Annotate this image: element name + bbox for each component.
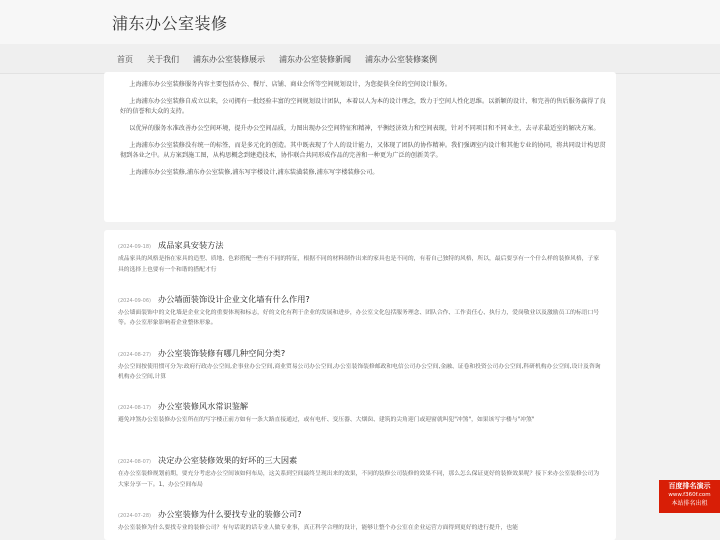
nav-item-cases[interactable]: 浦东办公室装修案例 (365, 54, 437, 64)
badge-line-1: 百度排名演示 (668, 482, 711, 490)
article-date: (2024-08-07) (118, 459, 151, 466)
nav-item-showcase[interactable]: 浦东办公室装修展示 (193, 54, 265, 64)
nav-item-home[interactable]: 首页 (117, 54, 133, 64)
article-list (104, 230, 616, 540)
intro-paragraph: 上海浦东办公室装修自成立以来，公司拥有一批经验丰富的空间规划设计团队，本着以人为本的设计理念，致力于空间人性化思维。以新颖的设计、和完善的售后服务赢得了良好的信誉和大众的支持。 (120, 98, 606, 115)
site-title[interactable]: 浦东办公室装修 (112, 14, 228, 33)
article-summary: 办公室装修为什么要找专业的装修公司？有句话说的话专业人做专业事，真正科学合理的设计，能够让整个办公室在企业运营方面得到更好的进行提升，也能 (118, 524, 518, 531)
article-summary: 办公墙面装饰中的文化墙是企业文化的重要体现和标志，好的文化有利于企业的发展和进步，办公室文化包括服务理念、团队合作、工作责任心、执行力，爱岗敬业以及激励员工的标语口号等。办公室形象影响着企业整体形象。 (118, 309, 600, 327)
article-date: (2024-09-18) (118, 244, 151, 250)
intro-paragraph: 以优异的服务水准改善办公空间环境，提升办公空间品质，力图出现办公空间特征和精神，平衡经济效力和空间表现，针对不同项目和不同业主，去寻求最适室的解决方案。 (129, 125, 600, 132)
article-date: (2024-07-28) (118, 512, 151, 519)
article-summary: 在办公室装修规划前期，要充分考虑办公空间该如何布局，这关系到空间最终呈现出来的效果，不同的装修公司装修的效果不同，那么怎么保证更好的装修效果呢？接下来办公室装修公司为大家分享一下。1、办公空间布局 (118, 471, 600, 488)
article-item (118, 451, 608, 505)
site-header (0, 0, 720, 44)
badge-line-3: 本站排名出租 (671, 500, 708, 507)
article-item (118, 236, 608, 290)
rank-ad-badge[interactable] (659, 480, 720, 513)
article-title-link[interactable]: 办公室装修为什么要找专业的装修公司? (158, 508, 302, 519)
main-nav (0, 44, 720, 74)
article-title-link[interactable]: 办公室装饰装修有哪几种空间分类? (158, 347, 286, 358)
article-summary: 避免冲煞办公室装修办公室所在的写字楼正前方如有一条大路直接通过，或有电杆、变压器、大烟囱、建筑的尖角迎门或迎窗就叫犯"冲煞"，如果该写字楼与"冲煞" (118, 417, 535, 424)
article-summary: 成品家具的风格是指在家具的造型、质地、色彩搭配一些有不同的特征，根据不同的材料制作出来的家具也是不同的，有着自己独特的风格，所以，最后要享有一个什么样的装修风格，子家具的选择上也要有一个和谐的搭配才行 (118, 256, 600, 273)
article-summary: 办公空间按使用惯可分为:政府行政办公空间,企事业办公空间,商业贸易公司办公空间,办公室装饰装修邮政和电信公司办公空间,金融、证卷和投资公司办公空间,科研机构办公空间,设计及咨询机构办公空间,计算 (118, 363, 601, 381)
article-item (118, 344, 608, 398)
intro-paragraph: 上海浦东办公室装修服务内容主要包括办公、餐厅、店铺、商业会所等空间规划设计，为您提供全位的空间设计服务。 (129, 81, 452, 88)
intro-card (104, 72, 616, 222)
article-item (118, 290, 608, 344)
badge-line-2: www.f360f.com (668, 492, 711, 498)
nav-item-news[interactable]: 浦东办公室装修新闻 (279, 54, 351, 64)
article-item (118, 505, 608, 540)
article-item (118, 397, 608, 451)
article-title-link[interactable]: 办公墙面装饰设计企业文化墙有什么作用? (158, 293, 310, 304)
article-date: (2024-09-06) (118, 297, 151, 304)
article-title-link[interactable]: 成品家具安装方法 (158, 240, 224, 250)
article-title-link[interactable]: 决定办公室装修效果的好坏的三大因素 (158, 455, 298, 466)
intro-paragraph: 上海浦东办公室装修,浦东办公室装修,浦东写字楼设计,浦东装潢装修,浦东写字楼装修公司。 (129, 169, 379, 176)
intro-paragraph: 上海浦东办公室装修没有统一的标签，而是多元化的创造。其中既表现了个人的设计能力，又体现了团队的协作精神。我们强调室内设计和其他专业的协同，将共同设计构思贯彻到各业之中。从方案到施工图，从构思概念到建造技术，协作联合共同形成作品的完善和一种更为广泛的创新美学。 (120, 142, 606, 159)
nav-item-about[interactable]: 关于我们 (147, 54, 179, 64)
article-title-link[interactable]: 办公室装修风水常识鉴解 (158, 401, 249, 412)
article-date: (2024-08-17) (118, 405, 151, 412)
article-date: (2024-08-27) (118, 351, 151, 358)
